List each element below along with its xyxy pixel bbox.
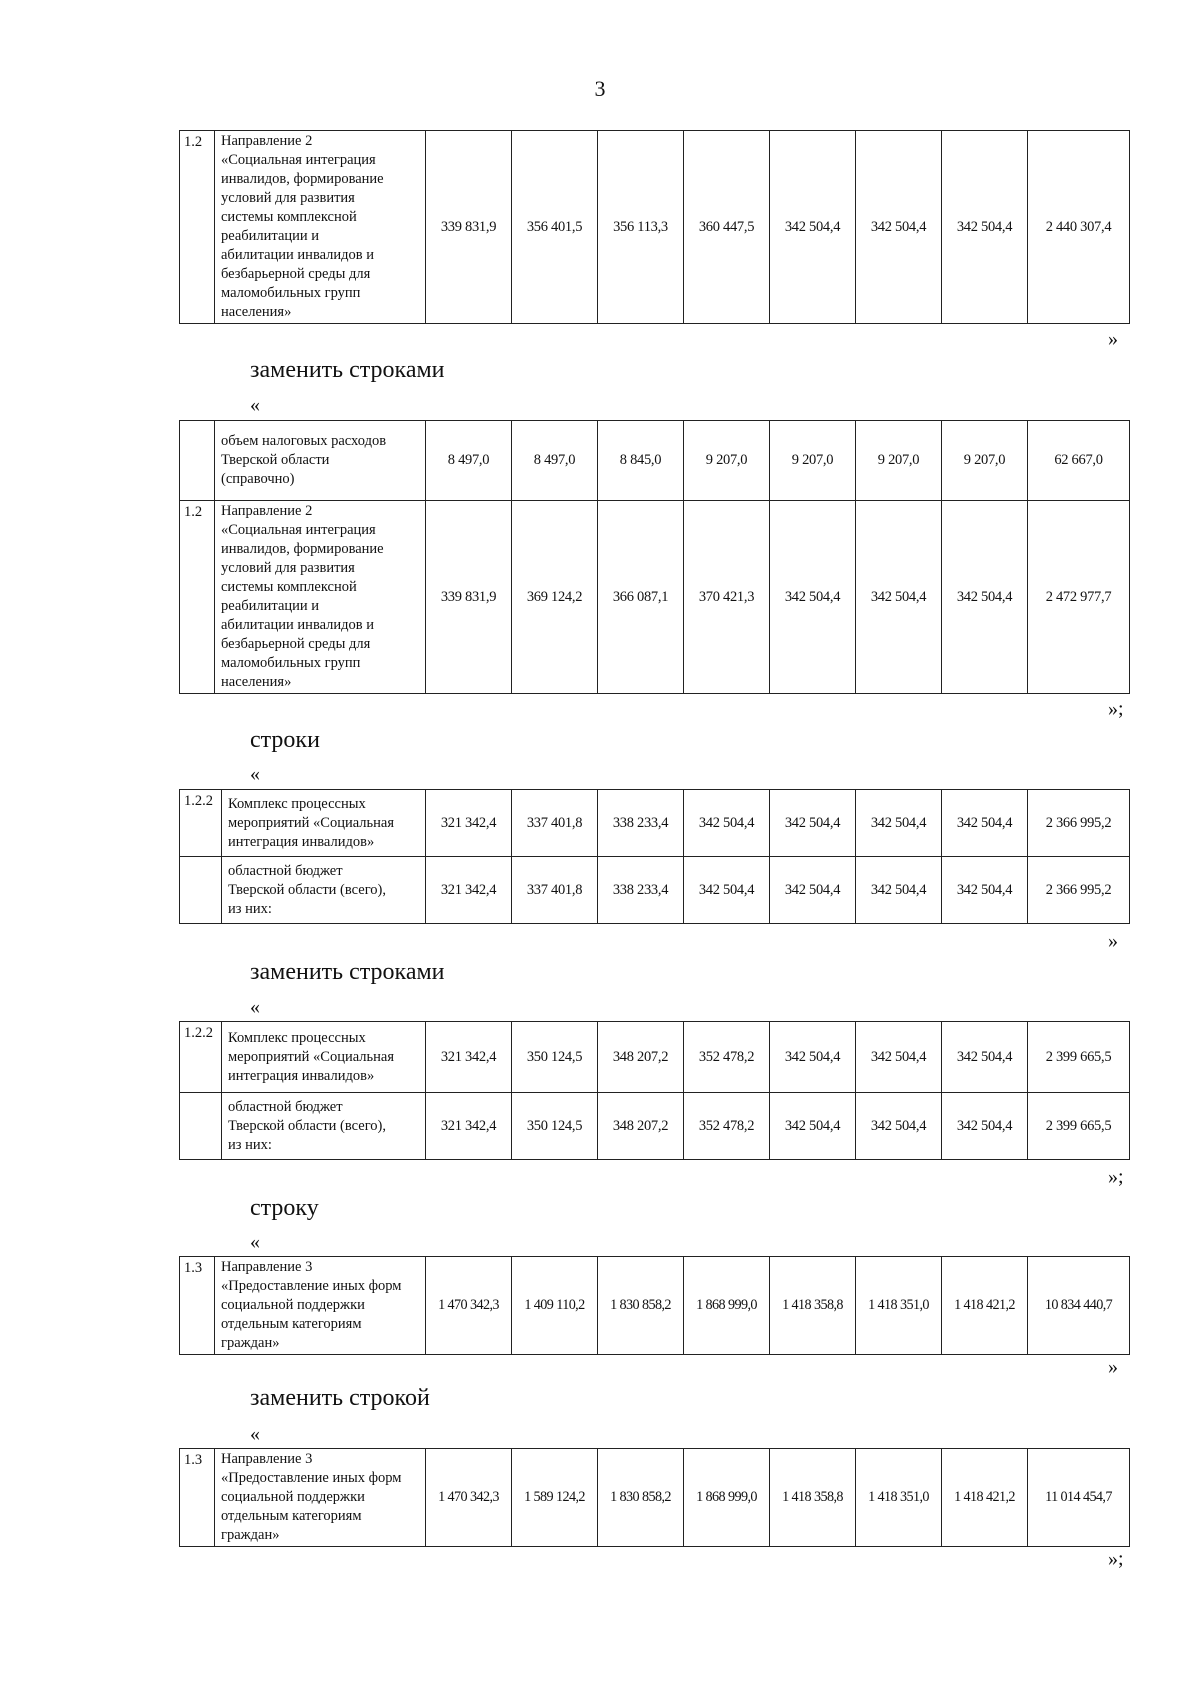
table-original-direction-2 xyxy=(179,130,1130,324)
table-row xyxy=(180,1022,1130,1093)
closing-quote: »; xyxy=(1108,1166,1124,1188)
value-cell: 342 504,4 xyxy=(942,501,1028,694)
value-cell: 1 418 358,8 xyxy=(770,1257,856,1355)
value-cell: 342 504,4 xyxy=(770,1093,856,1160)
value-cell: 342 504,4 xyxy=(856,1093,942,1160)
value-cell: 1 589 124,2 xyxy=(512,1449,598,1547)
value-cell: 342 504,4 xyxy=(856,1022,942,1093)
row-number: 1.2.2 xyxy=(180,790,222,857)
value-cell: 342 504,4 xyxy=(942,1022,1028,1093)
row-number: 1.3 xyxy=(180,1257,215,1355)
value-cell: 339 831,9 xyxy=(426,131,512,324)
value-cell: 348 207,2 xyxy=(598,1093,684,1160)
table-row xyxy=(180,131,1130,324)
row-name xyxy=(222,790,426,857)
value-cell: 10 834 440,7 xyxy=(1028,1257,1130,1355)
row-number: 1.2 xyxy=(180,131,215,324)
table-row xyxy=(180,501,1130,694)
table-row xyxy=(180,1257,1130,1355)
section-heading: заменить строками xyxy=(250,959,445,985)
row-number xyxy=(180,857,222,924)
value-cell: 321 342,4 xyxy=(426,857,512,924)
value-cell: 9 207,0 xyxy=(856,421,942,501)
row-number: 1.2.2 xyxy=(180,1022,222,1093)
value-cell: 369 124,2 xyxy=(512,501,598,694)
opening-quote: « xyxy=(250,394,260,416)
section-heading: заменить строкой xyxy=(250,1385,430,1411)
value-cell: 342 504,4 xyxy=(942,857,1028,924)
row-name-text: Направление 2 «Социальная интеграция инвалидов, формирование условий для развития системы комплексной реабилитации и абилитации инвалидов и безбарьерной среды для маломобильных групп населения» xyxy=(221,133,384,320)
value-cell: 8 497,0 xyxy=(512,421,598,501)
value-cell: 342 504,4 xyxy=(770,790,856,857)
row-name-text: объем налоговых расходов Тверской области (справочно) xyxy=(221,433,387,487)
table-row xyxy=(180,1449,1130,1547)
closing-quote: »; xyxy=(1108,698,1124,720)
opening-quote: « xyxy=(250,1231,260,1253)
table-replacement-complex-1-2-2 xyxy=(179,1021,1130,1160)
value-cell: 1 868 999,0 xyxy=(684,1449,770,1547)
value-cell: 338 233,4 xyxy=(598,790,684,857)
value-cell: 8 845,0 xyxy=(598,421,684,501)
closing-quote: » xyxy=(1108,930,1118,952)
value-cell: 1 418 421,2 xyxy=(942,1449,1028,1547)
value-cell: 9 207,0 xyxy=(770,421,856,501)
value-cell: 356 113,3 xyxy=(598,131,684,324)
value-cell: 9 207,0 xyxy=(942,421,1028,501)
value-cell: 342 504,4 xyxy=(942,790,1028,857)
opening-quote: « xyxy=(250,1423,260,1445)
value-cell: 342 504,4 xyxy=(770,1022,856,1093)
table-original-direction-3 xyxy=(179,1256,1130,1355)
value-cell: 1 470 342,3 xyxy=(426,1449,512,1547)
value-cell: 321 342,4 xyxy=(426,1093,512,1160)
value-cell: 1 418 421,2 xyxy=(942,1257,1028,1355)
value-cell: 350 124,5 xyxy=(512,1022,598,1093)
row-number: 1.2 xyxy=(180,501,215,694)
row-name xyxy=(215,131,426,324)
row-name-text: Комплекс процессных мероприятий «Социальная интеграция инвалидов» xyxy=(228,1029,394,1084)
row-name xyxy=(215,1449,426,1547)
value-cell: 1 418 351,0 xyxy=(856,1449,942,1547)
value-cell: 1 418 351,0 xyxy=(856,1257,942,1355)
section-heading: строки xyxy=(250,727,320,753)
opening-quote: « xyxy=(250,763,260,785)
page-number: 3 xyxy=(594,76,606,101)
value-cell: 342 504,4 xyxy=(684,857,770,924)
value-cell: 352 478,2 xyxy=(684,1093,770,1160)
value-cell: 2 399 665,5 xyxy=(1028,1022,1130,1093)
value-cell: 337 401,8 xyxy=(512,790,598,857)
value-cell: 342 504,4 xyxy=(770,857,856,924)
row-name-text: областной бюджет Тверской области (всего), из них: xyxy=(228,862,386,917)
row-name xyxy=(222,1022,426,1093)
value-cell: 342 504,4 xyxy=(856,790,942,857)
value-cell: 337 401,8 xyxy=(512,857,598,924)
value-cell: 350 124,5 xyxy=(512,1093,598,1160)
row-number: 1.3 xyxy=(180,1449,215,1547)
row-name xyxy=(222,857,426,924)
value-cell: 8 497,0 xyxy=(426,421,512,501)
value-cell: 342 504,4 xyxy=(856,857,942,924)
row-name-text: Направление 3 «Предоставление иных форм социальной поддержки отдельным категориям граждан» xyxy=(221,1259,402,1351)
closing-quote: » xyxy=(1108,328,1118,350)
row-name-text: Направление 2 «Социальная интеграция инвалидов, формирование условий для развития системы комплексной реабилитации и абилитации инвалидов и безбарьерной среды для маломобильных групп населения» xyxy=(221,503,384,690)
row-number xyxy=(180,1093,222,1160)
table-original-complex-1-2-2 xyxy=(179,789,1130,924)
table-row xyxy=(180,1093,1130,1160)
row-name-text: Направление 3 «Предоставление иных форм социальной поддержки отдельным категориям граждан» xyxy=(221,1451,402,1543)
table-replacement-direction-2 xyxy=(179,420,1130,694)
row-name xyxy=(215,501,426,694)
value-cell: 342 504,4 xyxy=(770,501,856,694)
value-cell: 352 478,2 xyxy=(684,1022,770,1093)
value-cell: 342 504,4 xyxy=(770,131,856,324)
value-cell: 339 831,9 xyxy=(426,501,512,694)
value-cell: 342 504,4 xyxy=(942,1093,1028,1160)
section-heading: строку xyxy=(250,1195,319,1221)
value-cell: 342 504,4 xyxy=(856,501,942,694)
table-replacement-direction-3 xyxy=(179,1448,1130,1547)
value-cell: 2 366 995,2 xyxy=(1028,857,1130,924)
row-name xyxy=(222,1093,426,1160)
row-name xyxy=(215,421,426,501)
table-row xyxy=(180,790,1130,857)
value-cell: 2 472 977,7 xyxy=(1028,501,1130,694)
row-name xyxy=(215,1257,426,1355)
value-cell: 342 504,4 xyxy=(856,131,942,324)
value-cell: 366 087,1 xyxy=(598,501,684,694)
value-cell: 1 830 858,2 xyxy=(598,1449,684,1547)
section-heading: заменить строками xyxy=(250,357,445,383)
value-cell: 9 207,0 xyxy=(684,421,770,501)
value-cell: 2 366 995,2 xyxy=(1028,790,1130,857)
value-cell: 356 401,5 xyxy=(512,131,598,324)
value-cell: 342 504,4 xyxy=(942,131,1028,324)
closing-quote: »; xyxy=(1108,1548,1124,1570)
value-cell: 1 470 342,3 xyxy=(426,1257,512,1355)
value-cell: 348 207,2 xyxy=(598,1022,684,1093)
value-cell: 338 233,4 xyxy=(598,857,684,924)
value-cell: 2 399 665,5 xyxy=(1028,1093,1130,1160)
opening-quote: « xyxy=(250,996,260,1018)
value-cell: 370 421,3 xyxy=(684,501,770,694)
row-name-text: Комплекс процессных мероприятий «Социальная интеграция инвалидов» xyxy=(228,795,394,850)
value-cell: 360 447,5 xyxy=(684,131,770,324)
row-name-text: областной бюджет Тверской области (всего), из них: xyxy=(228,1098,386,1153)
value-cell: 1 418 358,8 xyxy=(770,1449,856,1547)
value-cell: 11 014 454,7 xyxy=(1028,1449,1130,1547)
value-cell: 321 342,4 xyxy=(426,1022,512,1093)
value-cell: 342 504,4 xyxy=(684,790,770,857)
table-row xyxy=(180,421,1130,501)
value-cell: 1 409 110,2 xyxy=(512,1257,598,1355)
closing-quote: » xyxy=(1108,1356,1118,1378)
value-cell: 1 868 999,0 xyxy=(684,1257,770,1355)
value-cell: 321 342,4 xyxy=(426,790,512,857)
table-row xyxy=(180,857,1130,924)
value-cell: 62 667,0 xyxy=(1028,421,1130,501)
value-cell: 2 440 307,4 xyxy=(1028,131,1130,324)
row-number xyxy=(180,421,215,501)
value-cell: 1 830 858,2 xyxy=(598,1257,684,1355)
